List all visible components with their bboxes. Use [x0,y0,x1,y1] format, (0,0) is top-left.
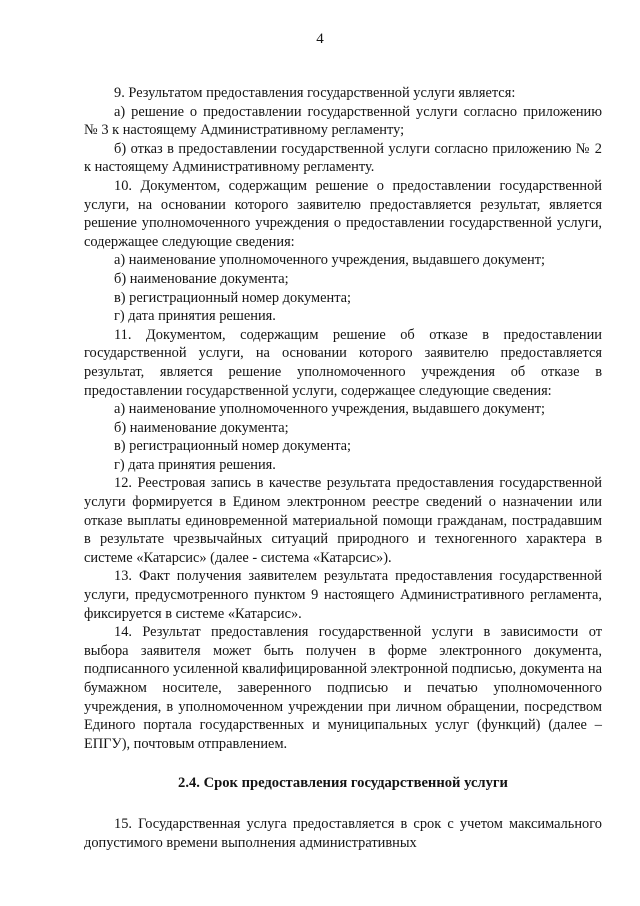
paragraph-10-a: а) наименование уполномоченного учреждения, выдавшего документ; [114,252,545,269]
paragraph-11-d: г) дата принятия решения. [114,456,276,473]
paragraph-14: 14. Результат предоставления государственной услуги в зависимости от выбора заявителя может быть получен в форме электронного документа, подписанного усиленной квалифицированной электронной подписью, документа на бумажном носителе, заверенного подписью и печатью уполномоченного учреждения, в уполномоченном учреждении при личном обращении, посредством Единого портала государственных и муниципальных услуг (функций) (далее – ЕПГУ), почтовым отправлением. [84,624,602,752]
section-heading-2-4: 2.4. Срок предоставления государственной услуги [178,775,508,792]
paragraph-11-b: б) наименование документа; [114,419,289,436]
page-number: 4 [316,31,324,47]
paragraph-10-c: в) регистрационный номер документа; [114,289,352,306]
paragraph-15: 15. Государственная услуга предоставляется в срок с учетом максимального допустимого времени выполнения административных [84,815,602,851]
paragraph-13: 13. Факт получения заявителем результата предоставления государственной услуги, предусмотренного пунктом 9 настоящего Административного регламента, фиксируется в системе «Катарсис». [84,568,602,622]
paragraph-11-c: в) регистрационный номер документа; [114,438,352,455]
paragraph-12: 12. Реестровая запись в качестве результата предоставления государственной услуги формируется в Едином электронном реестре сведений о назначении или отказе выплаты единовременной материальной помощи гражданам, пострадавшим в результате чрезвычайных ситуаций природного и техногенного характера в системе «Катарсис» (далее - система «Катарсис»). [84,475,602,566]
page-body [84,84,602,852]
paragraph-10-b: б) наименование документа; [114,270,289,287]
paragraph-9-a: а) решение о предоставлении государственной услуги согласно приложению № 3 к настоящему Административному регламенту; [84,103,602,139]
paragraph-11-a: а) наименование уполномоченного учреждения, выдавшего документ; [114,401,545,418]
paragraph-9: 9. Результатом предоставления государственной услуги является: [114,85,516,101]
paragraph-11: 11. Документом, содержащим решение об отказе в предоставлении государственной услуги, на основании которого заявителю предоставляется результат, является решение уполномоченного учреждения об отказе в предоставлении государственной услуги, содержащее следующие сведения: [84,326,602,399]
paragraph-10: 10. Документом, содержащим решение о предоставлении государственной услуги, на основании которого заявителю предоставляется результат, является решение уполномоченного учреждения о предоставлении государственной услуги, содержащее следующие сведения: [84,177,602,250]
paragraph-9-b: б) отказ в предоставлении государственной услуги согласно приложению № 2 к настоящему Административному регламенту. [84,140,602,176]
paragraph-10-d: г) дата принятия решения. [114,308,276,325]
